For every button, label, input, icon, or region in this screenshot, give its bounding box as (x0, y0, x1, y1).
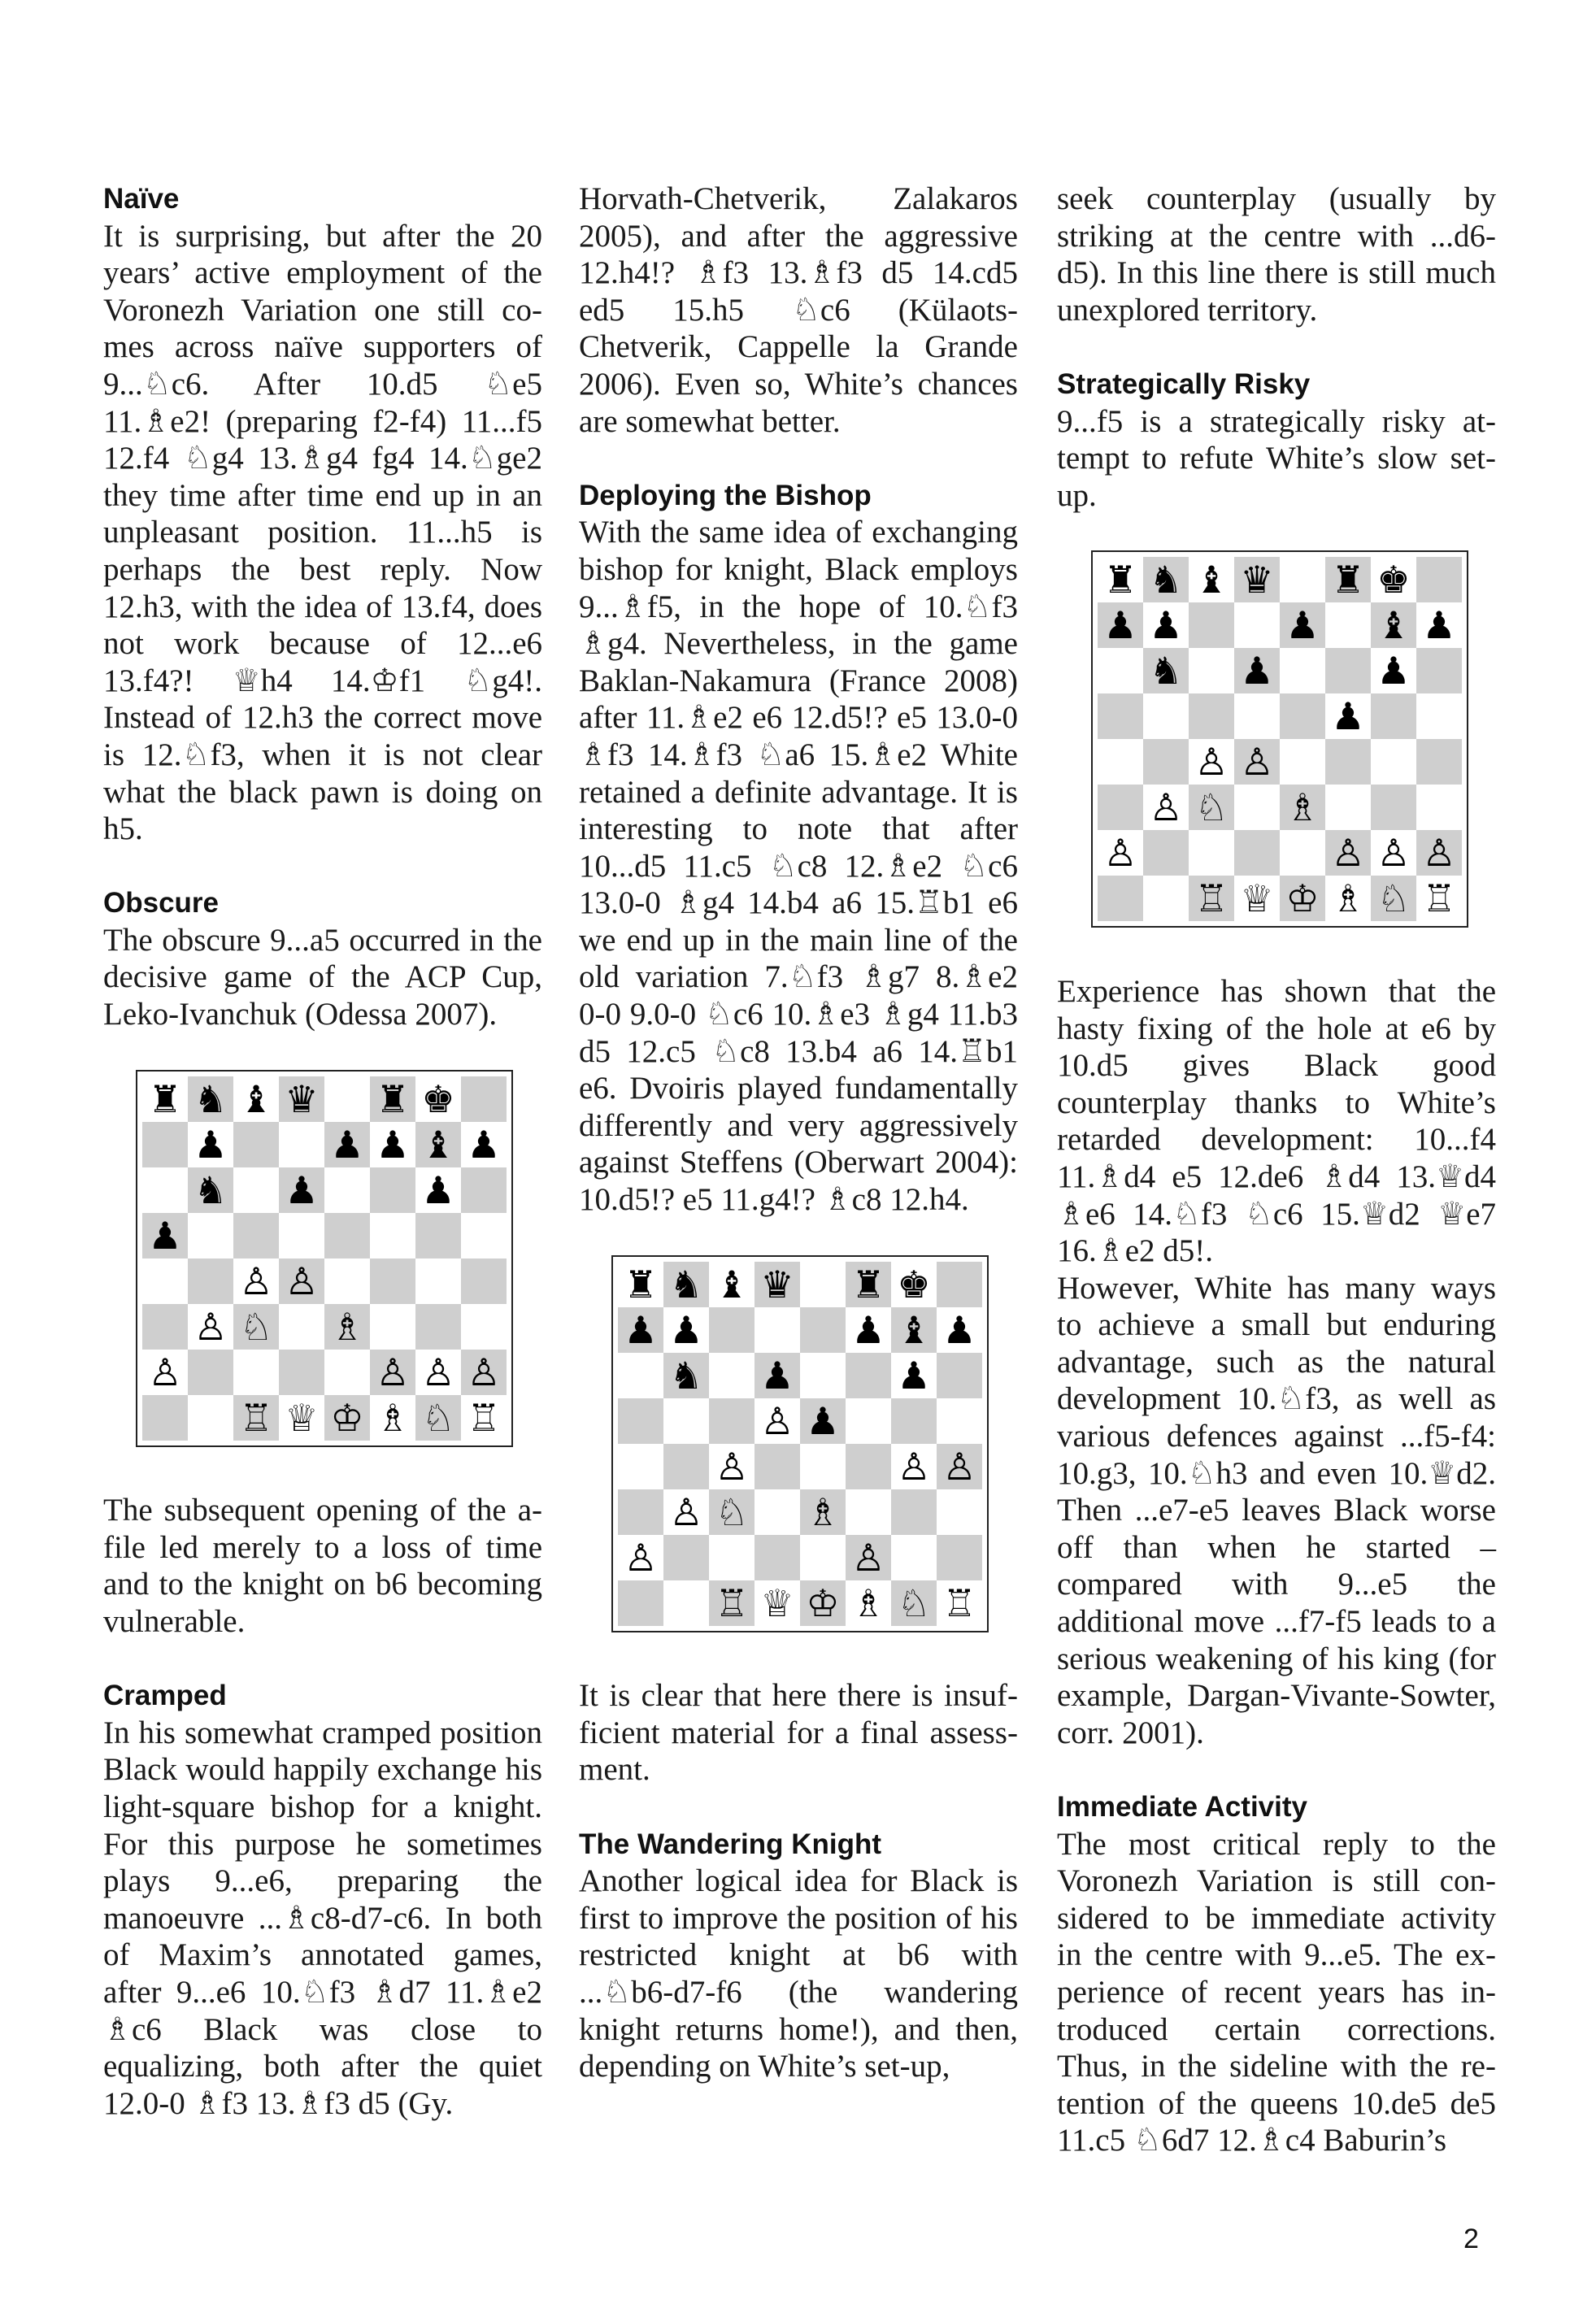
board-square (618, 1398, 663, 1444)
board-square (618, 1489, 663, 1535)
board-square (142, 1395, 188, 1441)
board-square: ♗ (800, 1489, 846, 1535)
board-square: ♟ (1416, 602, 1462, 648)
board-square: ♟ (415, 1167, 461, 1213)
board-square (846, 1398, 891, 1444)
board-square: ♟ (324, 1122, 370, 1167)
board-square (1416, 785, 1462, 830)
board-square: ♝ (1189, 557, 1234, 602)
chess-diagram-3 (1091, 550, 1468, 928)
board-square (891, 1398, 937, 1444)
board-square (1280, 693, 1325, 739)
board-square: ♝ (709, 1262, 755, 1307)
board-square: ♟ (188, 1122, 233, 1167)
board-square (1416, 557, 1462, 602)
board-square: ♘ (233, 1304, 279, 1350)
section-naive (103, 180, 542, 848)
board-square: ♝ (233, 1076, 279, 1122)
board-square: ♞ (1143, 557, 1189, 602)
board-square: ♟ (1371, 648, 1416, 693)
board-square: ♟ (1280, 602, 1325, 648)
board-square: ♖ (937, 1580, 982, 1626)
board-square (1325, 648, 1371, 693)
board-square: ♞ (188, 1076, 233, 1122)
board-square (800, 1444, 846, 1489)
board-square (663, 1398, 709, 1444)
board-square: ♚ (1371, 557, 1416, 602)
heading-wandering-knight: The Wandering Knight (579, 1828, 881, 1860)
board-square: ♔ (324, 1395, 370, 1441)
board-square: ♞ (663, 1262, 709, 1307)
board-square: ♗ (1325, 876, 1371, 921)
board-square (1325, 739, 1371, 785)
paragraph-obscure: The obscure 9...a5 occurred in the decisive game of the ACP Cup, Leko-Ivanchuk (Odessa 2007). (103, 922, 542, 1032)
board-square (188, 1213, 233, 1258)
board-square (1098, 648, 1143, 693)
board-square: ♟ (142, 1213, 188, 1258)
board-square: ♖ (233, 1395, 279, 1441)
board-square: ♘ (891, 1580, 937, 1626)
board-square (1416, 648, 1462, 693)
board-square (370, 1167, 415, 1213)
board-square (233, 1213, 279, 1258)
paragraph-after-diagram-1: The subsequent opening of the a-file led merely to a loss of time and to the knight on b6 becoming vulnerable. (103, 1493, 542, 1640)
board-square (709, 1307, 755, 1353)
board-square (1098, 785, 1143, 830)
board-square (188, 1350, 233, 1395)
board-square: ♙ (663, 1489, 709, 1535)
board-square: ♙ (461, 1350, 507, 1395)
board-square (937, 1353, 982, 1398)
board-square (1143, 830, 1189, 876)
board-square: ♟ (461, 1122, 507, 1167)
board-square: ♘ (1189, 785, 1234, 830)
board-square (461, 1167, 507, 1213)
board-square: ♙ (188, 1304, 233, 1350)
section-immediate-activity (1057, 1789, 1496, 2159)
board-square: ♛ (755, 1262, 800, 1307)
board-square (891, 1489, 937, 1535)
board-square: ♙ (891, 1444, 937, 1489)
board-square (324, 1213, 370, 1258)
board-square: ♖ (1416, 876, 1462, 921)
board-square (1280, 739, 1325, 785)
board-square: ♙ (233, 1258, 279, 1304)
board-square (846, 1353, 891, 1398)
board-square (800, 1307, 846, 1353)
board-square (709, 1353, 755, 1398)
board-square: ♝ (891, 1307, 937, 1353)
board-square: ♙ (370, 1350, 415, 1395)
board-square (324, 1167, 370, 1213)
board-square: ♜ (846, 1262, 891, 1307)
board-square: ♗ (370, 1395, 415, 1441)
board-square (1143, 693, 1189, 739)
heading-deploying-bishop: Deploying the Bishop (579, 479, 872, 511)
board-square (370, 1213, 415, 1258)
board-square: ♟ (1234, 648, 1280, 693)
board-square (800, 1535, 846, 1580)
board-square (663, 1444, 709, 1489)
paragraph-immediate-activity: The most critical reply to the Voronezh Variation is still considered to be immediate activity in the centre with 9...e5. The experience of recent years has introduced certain corrections. Thus, in the sideline with the retention of the queens 10.de5 de5 11.c5 ♘6d7 12.♗c4 Baburin’s (1057, 1826, 1496, 2158)
board-square: ♞ (663, 1353, 709, 1398)
page-number: 2 (1463, 2224, 1479, 2254)
board-square (142, 1304, 188, 1350)
section-wandering-knight (579, 1826, 1018, 2085)
board-square (1143, 876, 1189, 921)
board-square: ♜ (1098, 557, 1143, 602)
paragraph-col2-intro: Horvath-Chetverik, Zalakaros 2005), and after the aggressive 12.h4!? ♗f3 13.♗f3 d5 14.cd5 ed5 15.h5 ♘c6 (Külaots-Chetverik, Cappelle la Grande 2006). Even so, White’s chances are somewhat better. (579, 181, 1018, 439)
board-square: ♟ (1325, 693, 1371, 739)
board-square (142, 1167, 188, 1213)
board-square (618, 1444, 663, 1489)
board-square: ♖ (461, 1395, 507, 1441)
section-strategically-risky (1057, 366, 1496, 514)
board-square: ♙ (1143, 785, 1189, 830)
board-square (1234, 830, 1280, 876)
board-square: ♟ (846, 1307, 891, 1353)
board-square: ♕ (755, 1580, 800, 1626)
board-square (937, 1489, 982, 1535)
column-3 (1057, 180, 1496, 2159)
board-square: ♟ (755, 1353, 800, 1398)
board-square (1234, 693, 1280, 739)
board-square: ♙ (846, 1535, 891, 1580)
board-square: ♟ (1143, 602, 1189, 648)
board-square: ♜ (142, 1076, 188, 1122)
board-square: ♙ (618, 1535, 663, 1580)
board-square (618, 1580, 663, 1626)
chess-diagram-2 (611, 1255, 989, 1632)
board-square (1234, 602, 1280, 648)
board-square (663, 1580, 709, 1626)
board-square: ♛ (279, 1076, 324, 1122)
board-square (415, 1258, 461, 1304)
board-square: ♟ (937, 1307, 982, 1353)
board-square (142, 1258, 188, 1304)
board-square (324, 1076, 370, 1122)
board-square (709, 1535, 755, 1580)
board-square (1098, 693, 1143, 739)
chess-diagram-1-wrap (103, 1070, 542, 1456)
board-square (142, 1122, 188, 1167)
heading-strategically-risky: Strategically Risky (1057, 367, 1311, 400)
board-square (937, 1398, 982, 1444)
board-square (755, 1535, 800, 1580)
board-square (1098, 876, 1143, 921)
board-square (279, 1122, 324, 1167)
column-2 (579, 180, 1018, 2085)
board-square: ♗ (324, 1304, 370, 1350)
board-square (891, 1535, 937, 1580)
board-square: ♘ (415, 1395, 461, 1441)
heading-obscure: Obscure (103, 887, 219, 919)
board-square (846, 1489, 891, 1535)
board-square (1189, 693, 1234, 739)
board-square (1325, 785, 1371, 830)
section-obscure (103, 885, 542, 1032)
board-square: ♞ (1143, 648, 1189, 693)
paragraph-deploying-bishop: With the same idea of exchanging bishop for knight, Black employs 9...♗f5, in the hope of 10.♘f3 ♗g4. Nevertheless, in the game Baklan-Nakamura (France 2008) after 11.♗e2 e6 12.d5!? e5 13.0-0 ♗f3 14.♗f3 ♘a6 15.♗e2 White retained a definite advantage. It is interesting to note that after 10...d5 11.c5 ♘c8 12.♗e2 ♘c6 13.0-0 ♗g4 14.b4 a6 15.♖b1 e6 we end up in the main line of the old variation 7.♘f3 ♗g7 8.♗e2 0-0 9.0-0 ♘c6 10.♗e3 ♗g4 11.b3 d5 12.c5 ♘c8 13.b4 a6 14.♖b1 e6. Dvoiris played fundamentally differently and very aggressively against Steffens (Oberwart 2004): 10.d5!? e5 11.g4!? ♗c8 12.h4. (579, 515, 1018, 1218)
board-square: ♝ (1371, 602, 1416, 648)
chess-diagram-2-wrap (579, 1255, 1018, 1641)
board-square: ♟ (279, 1167, 324, 1213)
board-square (188, 1395, 233, 1441)
board-square: ♟ (891, 1353, 937, 1398)
board-square (233, 1350, 279, 1395)
board-square (233, 1122, 279, 1167)
board-square (1143, 739, 1189, 785)
board-square: ♘ (1371, 876, 1416, 921)
board-square (461, 1304, 507, 1350)
board-square (1371, 785, 1416, 830)
board-square (370, 1258, 415, 1304)
board-square: ♔ (800, 1580, 846, 1626)
board-square: ♚ (891, 1262, 937, 1307)
board-square (1280, 830, 1325, 876)
paragraph-after-diagram-2: It is clear that here there is insufficient material for a final assessment. (579, 1678, 1018, 1788)
board-square: ♙ (755, 1398, 800, 1444)
paragraph-strategically-risky: 9...f5 is a strategically risky attempt to refute White’s slow set-up. (1057, 403, 1496, 513)
board-square (1189, 830, 1234, 876)
board-square: ♖ (1189, 876, 1234, 921)
board-square: ♞ (188, 1167, 233, 1213)
board-square (937, 1262, 982, 1307)
board-square: ♟ (1098, 602, 1143, 648)
board-square: ♟ (618, 1307, 663, 1353)
board-square: ♝ (415, 1122, 461, 1167)
board-square: ♙ (1325, 830, 1371, 876)
chess-diagram-3-wrap (1057, 550, 1496, 937)
board-square (800, 1262, 846, 1307)
board-square (755, 1444, 800, 1489)
board-square: ♙ (1234, 739, 1280, 785)
board-square (1416, 693, 1462, 739)
board-square (800, 1353, 846, 1398)
section-cramped (103, 1677, 542, 2122)
board-square (279, 1213, 324, 1258)
board-square (415, 1304, 461, 1350)
board-square: ♙ (1416, 830, 1462, 876)
board-square (937, 1535, 982, 1580)
board-square (846, 1444, 891, 1489)
board-square: ♙ (709, 1444, 755, 1489)
column-1 (103, 180, 542, 2122)
board-square (755, 1307, 800, 1353)
heading-naive: Naïve (103, 183, 180, 215)
board-square: ♙ (415, 1350, 461, 1395)
board-square: ♜ (618, 1262, 663, 1307)
board-square: ♟ (370, 1122, 415, 1167)
board-square (1189, 602, 1234, 648)
board-square: ♜ (370, 1076, 415, 1122)
board-square: ♚ (415, 1076, 461, 1122)
paragraph-col3-intro: seek counterplay (usually by striking at the centre with ...d6-d5). In this line there is still much unexplored territory. (1057, 181, 1496, 328)
board-square: ♟ (800, 1398, 846, 1444)
heading-cramped: Cramped (103, 1680, 227, 1712)
paragraph-cramped: In his somewhat cramped position Black would happily exchange his light-square bishop for a knight. For this purpose he sometimes plays 9...e6, preparing the manoeuvre ...♗c8-d7-c6. In both of Maxim’s annotated games, after 9...e6 10.♘f3 ♗d7 11.♗e2 ♗c6 Black was close to equalizing, both after the quiet 12.0-0 ♗f3 13.♗f3 d5 (Gy. (103, 1715, 542, 2121)
board-square (461, 1213, 507, 1258)
heading-immediate-activity: Immediate Activity (1057, 1791, 1307, 1823)
board-square (1416, 739, 1462, 785)
paragraph-after-diagram-3: Experience has shown that the hasty fixing of the hole at e6 by 10.d5 gives Black good counterplay thanks to White’s retarded development: 10...f4 11.♗d4 e5 12.de6 ♗d4 13.♕d4 ♗e6 14.♘f3 ♘c6 15.♕d2 ♕e7 16.♗e2 d5!. (1057, 973, 1496, 1269)
paragraph-wandering-knight: Another logical idea for Black is first to improve the position of his restricted knight at b6 with ...♘b6-d7-f6 (the wandering knight returns home!), and then, depending on White’s set-up, (579, 1863, 1018, 2084)
board-square (461, 1258, 507, 1304)
board-square (1098, 739, 1143, 785)
board-square (1371, 693, 1416, 739)
board-square: ♙ (142, 1350, 188, 1395)
board-square: ♜ (1325, 557, 1371, 602)
board-square (663, 1535, 709, 1580)
board-square: ♟ (663, 1307, 709, 1353)
board-square: ♛ (1234, 557, 1280, 602)
board-square (324, 1258, 370, 1304)
board-square (233, 1167, 279, 1213)
chess-diagram-1 (136, 1070, 513, 1447)
board-square (709, 1398, 755, 1444)
board-square (1280, 557, 1325, 602)
board-square: ♙ (1189, 739, 1234, 785)
board-square: ♖ (709, 1580, 755, 1626)
board-square (415, 1213, 461, 1258)
board-square: ♗ (846, 1580, 891, 1626)
board-square (755, 1489, 800, 1535)
board-square: ♕ (279, 1395, 324, 1441)
board-square (1371, 739, 1416, 785)
board-square (1234, 785, 1280, 830)
paragraph-naive: It is surprising, but after the 20 years’ active employment of the Voronezh Variation one still comes across naïve supporters of 9...♘c6. After 10.d5 ♘e5 11.♗e2! (preparing f2-f4) 11...f5 12.f4 ♘g4 13.♗g4 fg4 14.♘ge2 they time after time end up in an unpleasant position. 11...h5 is perhaps the best reply. Now 12.h3, with the idea of 13.f4, does not work because of 12...e6 13.f4?! ♕h4 14.♔f1 ♘g4!. Instead of 12.h3 the correct move is 12.♘f3, when it is not clear what the black pawn is doing on h5. (103, 218, 542, 847)
paragraph-however: However, White has many ways to achieve a small but enduring advantage, such as the natural development 10.♘f3, as well as various defences against ...f5-f4: 10.g3, 10.♘h3 and even 10.♕d2. Then ...e7-e5 leaves Black worse off than when he started – compared with 9...e5 the additional move ...f7-f5 leads to a serious weakening of his king (for example, Dargan-Vivante-Sowter, corr. 2001). (1057, 1270, 1496, 1750)
board-square: ♙ (937, 1444, 982, 1489)
board-square (279, 1350, 324, 1395)
board-square (279, 1304, 324, 1350)
board-square (618, 1353, 663, 1398)
section-deploying-bishop (579, 477, 1018, 1219)
board-square: ♔ (1280, 876, 1325, 921)
board-square (324, 1350, 370, 1395)
board-square (461, 1076, 507, 1122)
board-square (1280, 648, 1325, 693)
board-square (188, 1258, 233, 1304)
board-square (370, 1304, 415, 1350)
board-square (1189, 648, 1234, 693)
board-square: ♘ (709, 1489, 755, 1535)
board-square: ♙ (279, 1258, 324, 1304)
board-square: ♗ (1280, 785, 1325, 830)
board-square: ♙ (1098, 830, 1143, 876)
board-square: ♙ (1371, 830, 1416, 876)
board-square: ♕ (1234, 876, 1280, 921)
board-square (1325, 602, 1371, 648)
